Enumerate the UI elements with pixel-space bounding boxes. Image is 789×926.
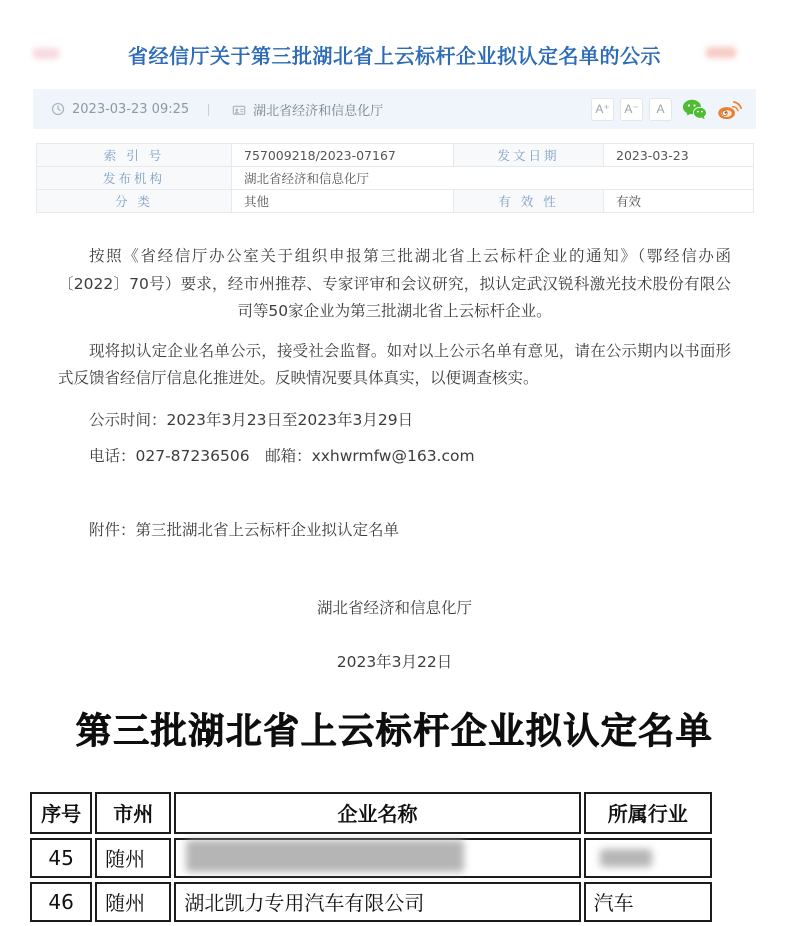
page-title: 省经信厅关于第三批湖北省上云标杆企业拟认定名单的公示 — [128, 44, 661, 68]
category-label: 分 类 — [37, 190, 232, 213]
article-meta-bar — [33, 89, 756, 129]
signature-org: 湖北省经济和信息化厅 — [316, 598, 472, 617]
header-serial-number: 序号 — [30, 792, 92, 834]
signature-date: 2023年3月22日 — [336, 653, 453, 672]
organization-icon — [232, 102, 246, 116]
company-list-table — [27, 788, 715, 926]
scan-artifact-right — [706, 47, 736, 58]
issue-date-value: 2023-03-23 — [604, 144, 754, 167]
table-row — [30, 882, 712, 922]
issuing-org-label: 发布机构 — [37, 167, 232, 190]
font-reset-button[interactable]: A — [649, 98, 672, 121]
publisher-name: 湖北省经济和信息化厅 — [253, 103, 384, 119]
index-number-label: 索 引 号 — [37, 144, 232, 167]
attachment-line: 附件：第三批湖北省上云标杆企业拟认定名单 — [89, 521, 400, 540]
publish-time: 2023-03-23 09:25 — [72, 101, 190, 117]
scan-artifact-left — [33, 48, 59, 59]
document-info-table — [36, 143, 754, 213]
validity-label: 有 效 性 — [454, 190, 604, 213]
meta-divider: 丨 — [202, 103, 216, 119]
row-46-company: 湖北凯力专用汽车有限公司 — [174, 882, 580, 922]
table-row — [30, 838, 712, 878]
table-header-row — [30, 792, 712, 834]
row-45-city: 随州 — [95, 838, 171, 878]
list-heading: 第三批湖北省上云标杆企业拟认定名单 — [75, 710, 714, 752]
body-paragraph-2: 现将拟认定企业名单公示，接受社会监督。如对以上公示名单有意见，请在公示期内以书面形式反馈省经信厅信息化推进处。反映情况要具体真实，以便调查核实。 — [58, 341, 731, 388]
redacted-industry — [600, 849, 652, 867]
row-45-industry — [584, 838, 712, 878]
redacted-company-name — [186, 840, 464, 872]
table-row — [37, 190, 754, 213]
header-company-name: 企业名称 — [174, 792, 580, 834]
validity-value: 有效 — [604, 190, 754, 213]
font-increase-button[interactable]: A⁺ — [591, 98, 614, 121]
row-46-city: 随州 — [95, 882, 171, 922]
row-46-industry: 汽车 — [584, 882, 712, 922]
table-row — [37, 167, 754, 190]
contact-line: 电话：027-87236506 邮箱：xxhwrmfw@163.com — [89, 447, 475, 466]
table-row — [37, 144, 754, 167]
row-45-company — [174, 838, 580, 878]
weibo-share-icon[interactable] — [717, 99, 742, 120]
category-value: 其他 — [232, 190, 454, 213]
wechat-share-icon[interactable] — [682, 99, 707, 120]
clock-icon — [51, 102, 65, 116]
issuing-org-value: 湖北省经济和信息化厅 — [232, 167, 754, 190]
header-city: 市州 — [95, 792, 171, 834]
header-industry: 所属行业 — [584, 792, 712, 834]
publicity-period-line: 公示时间：2023年3月23日至2023年3月29日 — [89, 410, 414, 429]
font-decrease-button[interactable]: A⁻ — [620, 98, 643, 121]
index-number-value: 757009218/2023-07167 — [232, 144, 454, 167]
row-46-serial: 46 — [30, 882, 92, 922]
row-45-serial: 45 — [30, 838, 92, 878]
body-paragraph-1: 按照《省经信厅办公室关于组织申报第三批湖北省上云标杆企业的通知》（鄂经信办函〔2022〕70号）要求，经市州推荐、专家评审和会议研究，拟认定武汉锐科激光技术股份有限公司等50家企业为第三批湖北省上云标杆企业。 — [58, 247, 731, 321]
article-body — [0, 213, 789, 677]
issue-date-label: 发文日期 — [454, 144, 604, 167]
